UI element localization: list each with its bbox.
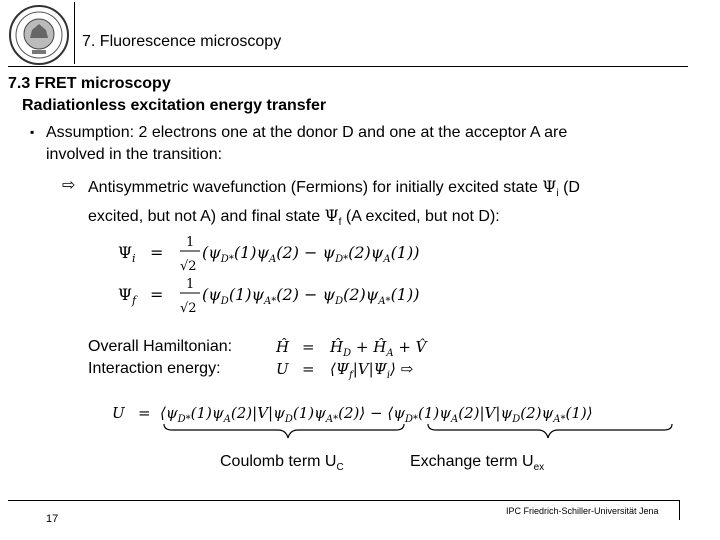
psi-symbol-f: Ψ xyxy=(324,206,339,226)
footer-institution: IPC Friedrich-Schiller-Universität Jena xyxy=(506,506,659,516)
hamiltonian-equations-svg xyxy=(272,334,442,382)
hamiltonian-labels xyxy=(88,336,232,380)
arrow-line-1 xyxy=(88,176,678,205)
svg-text:Ψf: $\Psi_f$ xyxy=(118,285,137,307)
underbraces xyxy=(160,422,680,451)
coulomb-underbrace xyxy=(164,424,404,438)
svg-text:=: = xyxy=(138,404,151,422)
subtitle: Radiationless excitation energy transfer xyxy=(22,97,327,114)
overall-hamiltonian-label: Overall Hamiltonian: xyxy=(88,338,233,355)
exchange-term-sub: ex xyxy=(533,462,545,474)
section-title: 7.3 FRET microscopy xyxy=(8,75,171,92)
hollow-arrow-icon: ⇨ xyxy=(62,177,76,194)
svg-text:=: = xyxy=(150,285,164,304)
svg-text:(ψD*(1)ψA(2) − ψD*(2)ψA(1)): $(\psi_{D*}(1)\psi_A(2) - \psi_{D*}(2)\psi_A(1))$ xyxy=(202,243,420,265)
svg-text:1: 1 xyxy=(186,235,195,250)
svg-text:ĤD + ĤA + V̂: $Ĥ_D$ + $Ĥ_A$ + V̂ xyxy=(330,338,427,359)
header-divider xyxy=(8,66,688,67)
underbrace-svg xyxy=(160,422,680,446)
university-seal-icon xyxy=(8,4,70,66)
coulomb-term-label xyxy=(220,453,344,473)
svg-text:√2: √2 xyxy=(180,259,197,274)
psi-symbol: Ψ xyxy=(542,177,557,196)
arrow-line-2-text: excited, but not A) and final state xyxy=(88,208,321,226)
svg-text:=: = xyxy=(302,360,315,378)
coulomb-term-sub: C xyxy=(336,462,344,474)
assumption-bullet xyxy=(46,122,666,166)
svg-text:Ψi: $\Psi_i$ xyxy=(118,243,136,265)
svg-text:U: U xyxy=(276,360,289,378)
svg-text:U: U xyxy=(112,404,125,422)
footer-divider xyxy=(8,500,680,501)
psi-sub-i: i xyxy=(556,188,559,200)
arrow-line-1-tail: (D xyxy=(563,179,580,196)
interaction-energy-label: Interaction energy: xyxy=(88,360,221,377)
bullet-line-2: involved in the transition: xyxy=(46,146,223,163)
exchange-underbrace xyxy=(428,424,672,438)
svg-text:(ψD(1)ψA*(2) − ψD(2)ψA*(1)): $(\psi_D(1)\psi_{A*}(2) - \psi_D(2)\psi_{A*}(1))$ xyxy=(202,285,420,307)
svg-text:1: 1 xyxy=(186,277,195,292)
coulomb-term-text: Coulomb term U xyxy=(220,453,337,470)
square-bullet-icon: ▪ xyxy=(30,125,35,139)
hamiltonian-equations xyxy=(272,334,442,387)
wavefunction-equations-svg xyxy=(110,228,470,320)
header-divider-vertical xyxy=(74,2,75,64)
exchange-term-text: Exchange term U xyxy=(410,453,534,470)
svg-text:Ĥ: Ĥ xyxy=(276,338,290,356)
antisymmetric-item xyxy=(88,176,678,234)
svg-text:⟨ψD*(1)ψA(2)|V|ψD(1)ψA*(2)⟩ −: $⟨\psi_{D*}(1)\psi_A(2)|V|\psi_D(1)\psi_{A*}(2)⟩$ − $⟨\psi_{D*}(1)\psi_A(2)|V|\psi_D(2)\psi_{A*}(1)⟩$ xyxy=(160,404,593,425)
svg-text:=: = xyxy=(150,243,164,262)
page-title: 7. Fluorescence microscopy xyxy=(82,33,282,50)
bullet-line-1: Assumption: 2 electrons one at the donor D and one at the acceptor A are xyxy=(46,124,568,141)
footer-divider-vertical xyxy=(679,500,680,520)
wavefunction-equations xyxy=(110,228,470,325)
arrow-line-1-text: Antisymmetric wavefunction (Fermions) for initially excited state xyxy=(88,179,538,196)
svg-text:√2: √2 xyxy=(180,301,197,316)
page-number: 17 xyxy=(46,513,59,525)
arrow-line-2-tail: (A excited, but not D): xyxy=(345,208,500,226)
exchange-term-label xyxy=(410,453,544,473)
psi-sub-f: f xyxy=(338,217,342,229)
svg-text:⟨Ψf|V|Ψi⟩ ⇨: $⟨\Psi_f|V|\Psi_i⟩$ ⇨ xyxy=(330,360,414,381)
svg-text:=: = xyxy=(302,338,315,356)
